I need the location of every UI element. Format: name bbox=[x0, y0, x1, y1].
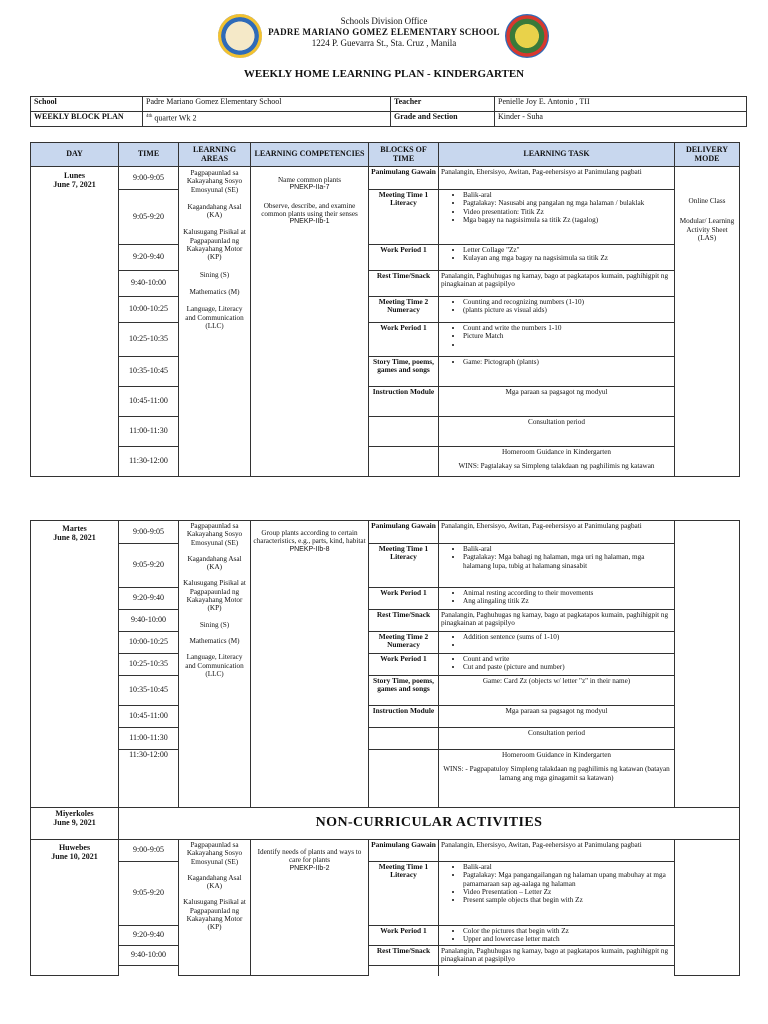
block-rest: Rest Time/Snack bbox=[369, 271, 439, 297]
task-panimulang: Panalangin, Ehersisyo, Awitan, Pag-eehersisyo at Panimulang pagbati bbox=[439, 167, 675, 190]
task-meeting-1: • Balik-aral • Pagtalakay: Mga pangangailangan ng halaman upang mabuhay at mga pamamaraan sap ag-aalaga ng halaman • Video Presentation – Letter Zz • Present sample objects that begin with Zz bbox=[439, 862, 675, 926]
block-plan-label: WEEKLY BLOCK PLAN bbox=[31, 112, 143, 127]
competencies-cell: Name common plants PNEKP-IIa-7 Observe, describe, and examine common plants using their senses PNEKP-IIb-1 bbox=[251, 167, 369, 477]
col-learning-areas: LEARNING AREAS bbox=[179, 143, 251, 167]
block-work-1: Work Period 1 bbox=[369, 588, 439, 610]
task-instruction: Mga paraan sa pagsagot ng modyul bbox=[439, 706, 675, 728]
time-slot: 10:25-10:35 bbox=[119, 654, 179, 676]
block-work-2: Work Period 1 bbox=[369, 654, 439, 676]
time-slot: 9:40-10:00 bbox=[119, 946, 179, 966]
time-slot: 11:00-11:30 bbox=[119, 417, 179, 447]
info-table bbox=[30, 96, 747, 127]
block-meeting-1: Meeting Time 1 Literacy bbox=[369, 190, 439, 245]
task-consultation: Consultation period bbox=[439, 417, 675, 447]
time-slot: 9:20-9:40 bbox=[119, 588, 179, 610]
school-address: 1224 P. Guevarra St., Sta. Cruz , Manila bbox=[311, 38, 457, 48]
task-meeting-2: • Counting and recognizing numbers (1-10) • (plants picture as visual aids) bbox=[439, 297, 675, 323]
learning-areas-cell: Pagpapaunlad sa Kakayahang Sosyo Emosyunal (SE) Kagandahang Asal (KA) Kalusugang Pisikal at Pagpapaunlad ng Kakayahang Motor (KP) bbox=[179, 840, 251, 976]
delivery-mode-cell: Online Class Modular/ Learning Activity Sheet (LAS) bbox=[675, 167, 740, 477]
time-slot: 10:00-10:25 bbox=[119, 297, 179, 323]
time-slot: 10:35-10:45 bbox=[119, 357, 179, 387]
block-instruction: Instruction Module bbox=[369, 387, 439, 417]
time-slot: 11:30-12:00 bbox=[119, 750, 179, 808]
task-work-1: • Color the pictures that begin with Zz • Upper and lowercase letter match bbox=[439, 926, 675, 946]
task-work-2: • Count and write • Cut and paste (picture and number) bbox=[439, 654, 675, 676]
block-story: Story Time, poems, games and songs bbox=[369, 676, 439, 706]
col-time: TIME bbox=[119, 143, 179, 167]
delivery-mode-cell bbox=[675, 840, 740, 976]
col-learning-task: LEARNING TASK bbox=[439, 143, 675, 167]
time-slot: 9:20-9:40 bbox=[119, 926, 179, 946]
plan-table-1 bbox=[30, 142, 740, 477]
teacher-value: Penielle Joy E. Antonio , TII bbox=[495, 97, 747, 112]
task-work-1: • Animal resting according to their movements • Ang alingaling titik Zz bbox=[439, 588, 675, 610]
block-empty bbox=[369, 417, 439, 447]
task-meeting-2: • Addition sentence (sums of 1-10) • bbox=[439, 632, 675, 654]
block-empty bbox=[369, 750, 439, 808]
task-rest: Panalangin, Paghuhugas ng kamay, bago at pagkatapos kumain, paghihigpit ng pinagkainan at pagsipilyo bbox=[439, 946, 675, 966]
day-cell: Miyerkoles June 9, 2021 bbox=[31, 808, 119, 840]
day-cell: Huwebes June 10, 2021 bbox=[31, 840, 119, 976]
school-name: PADRE MARIANO GOMEZ ELEMENTARY SCHOOL bbox=[268, 27, 500, 37]
block-work-1: Work Period 1 bbox=[369, 245, 439, 271]
block-panimulang: Panimulang Gawain bbox=[369, 521, 439, 544]
time-slot: 9:20-9:40 bbox=[119, 245, 179, 271]
col-learning-competencies: LEARNING COMPETENCIES bbox=[251, 143, 369, 167]
grade-value: Kinder - Suha bbox=[495, 112, 747, 127]
block-rest: Rest Time/Snack bbox=[369, 946, 439, 966]
block-instruction: Instruction Module bbox=[369, 706, 439, 728]
task-homeroom: Homeroom Guidance in Kindergarten WINS: - Pagpapatuloy Simpleng talakdaan ng paghilimis ng katawan (batayan lamang ang mga ginagamit sa katawan) bbox=[439, 750, 675, 808]
delivery-mode-cell bbox=[675, 521, 740, 808]
day-cell: Lunes June 7, 2021 bbox=[31, 167, 119, 477]
teacher-label: Teacher bbox=[391, 97, 495, 112]
school-value: Padre Mariano Gomez Elementary School bbox=[143, 97, 391, 112]
time-slot: 9:05-9:20 bbox=[119, 862, 179, 926]
task-homeroom: Homeroom Guidance in Kindergarten WINS: Pagtalakay sa Simpleng talakdaan ng paghilimis ng katawan bbox=[439, 447, 675, 477]
time-slot: 10:00-10:25 bbox=[119, 632, 179, 654]
grade-label: Grade and Section bbox=[391, 112, 495, 127]
block-meeting-1: Meeting Time 1 Literacy bbox=[369, 544, 439, 588]
block-work-2: Work Period 1 bbox=[369, 323, 439, 357]
time-slot: 9:00-9:05 bbox=[119, 167, 179, 190]
block-meeting-1: Meeting Time 1 Literacy bbox=[369, 862, 439, 926]
block-meeting-2: Meeting Time 2 Numeracy bbox=[369, 297, 439, 323]
letterhead bbox=[0, 16, 768, 49]
time-slot: 10:45-11:00 bbox=[119, 387, 179, 417]
time-slot-empty bbox=[119, 966, 179, 976]
task-panimulang: Panalangin, Ehersisyo, Awitan, Pag-eehersisyo at Panimulang pagbati bbox=[439, 521, 675, 544]
task-rest: Panalangin, Paghuhugas ng kamay, bago at pagkatapos kumain, paghihigpit ng pinagkainan at pagsipilyo bbox=[439, 610, 675, 632]
block-empty bbox=[369, 728, 439, 750]
day-cell: Martes June 8, 2021 bbox=[31, 521, 119, 808]
block-empty bbox=[369, 966, 439, 976]
block-story: Story Time, poems, games and songs bbox=[369, 357, 439, 387]
competencies-cell: Group plants according to certain characteristics, e.g., parts, kind, habitat PNEKP-IIb-8 bbox=[251, 521, 369, 808]
task-meeting-1: • Balik-aral • Pagtalakay: Nasusabi ang pangalan ng mga halaman / bulaklak • Video presentation: Titik Zz • Mga bagay na nagsisimula sa titik Zz (tagalog) bbox=[439, 190, 675, 245]
task-rest: Panalangin, Paghuhugas ng kamay, bago at pagkatapos kumain, paghihigpit ng pinagkainan at pagsipilyo bbox=[439, 271, 675, 297]
task-meeting-1: • Balik-aral • Pagtalakay: Mga bahagi ng halaman, mga uri ng halaman, mga halamang lupa, tubig at halamang sinasabit bbox=[439, 544, 675, 588]
page-title: WEEKLY HOME LEARNING PLAN - KINDERGARTEN bbox=[243, 68, 525, 80]
time-slot: 9:00-9:05 bbox=[119, 521, 179, 544]
time-slot: 10:25-10:35 bbox=[119, 323, 179, 357]
block-work-1: Work Period 1 bbox=[369, 926, 439, 946]
time-slot: 10:45-11:00 bbox=[119, 706, 179, 728]
block-empty bbox=[369, 447, 439, 477]
task-story: • Game: Pictograph (plants) bbox=[439, 357, 675, 387]
task-instruction: Mga paraan sa pagsagot ng modyul bbox=[439, 387, 675, 417]
task-work-1: • Letter Collage "Zz" • Kulayan ang mga bagay na nagsisimula sa titik Zz bbox=[439, 245, 675, 271]
time-slot: 9:40-10:00 bbox=[119, 271, 179, 297]
time-slot: 9:05-9:20 bbox=[119, 544, 179, 588]
task-consultation: Consultation period bbox=[439, 728, 675, 750]
block-meeting-2: Meeting Time 2 Numeracy bbox=[369, 632, 439, 654]
learning-areas-cell: Pagpapaunlad sa Kakayahang Sosyo Emosyunal (SE) Kagandahang Asal (KA) Kalusugang Pisikal at Pagpapaunlad ng Kakayahang Motor (KP) Sining (S) Mathematics (M) Language, Literacy and Communication (LLC) bbox=[179, 167, 251, 477]
task-empty bbox=[439, 966, 675, 976]
task-work-2: • Count and write the numbers 1-10 • Picture Match • bbox=[439, 323, 675, 357]
time-slot: 10:35-10:45 bbox=[119, 676, 179, 706]
time-slot: 9:05-9:20 bbox=[119, 190, 179, 245]
non-curricular-banner: NON-CURRICULAR ACTIVITIES bbox=[119, 808, 740, 840]
task-story: Game: Card Zz (objects w/ letter "z" in their name) bbox=[439, 676, 675, 706]
plan-table-2 bbox=[30, 520, 740, 976]
col-blocks-of-time: BLOCKS OF TIME bbox=[369, 143, 439, 167]
office-name: Schools Division Office bbox=[340, 16, 428, 26]
time-slot: 9:40-10:00 bbox=[119, 610, 179, 632]
time-slot: 9:00-9:05 bbox=[119, 840, 179, 862]
block-panimulang: Panimulang Gawain bbox=[369, 167, 439, 190]
time-slot: 11:00-11:30 bbox=[119, 728, 179, 750]
col-delivery-mode: DELIVERY MODE bbox=[675, 143, 740, 167]
block-panimulang: Panimulang Gawain bbox=[369, 840, 439, 862]
col-day: DAY bbox=[31, 143, 119, 167]
competencies-cell: Identify needs of plants and ways to care for plants PNEKP-IIb-2 bbox=[251, 840, 369, 976]
time-slot: 11:30-12:00 bbox=[119, 447, 179, 477]
school-label: School bbox=[31, 97, 143, 112]
task-panimulang: Panalangin, Ehersisyo, Awitan, Pag-eehersisyo at Panimulang pagbati bbox=[439, 840, 675, 862]
block-rest: Rest Time/Snack bbox=[369, 610, 439, 632]
learning-areas-cell: Pagpapaunlad sa Kakayahang Sosyo Emosyunal (SE) Kagandahang Asal (KA) Kalusugang Pisikal at Pagpapaunlad ng Kakayahang Motor (KP) Sining (S) Mathematics (M) Language, Literacy and Communication (LLC) bbox=[179, 521, 251, 808]
block-plan-value: $^{4th}$ quarter Wk 2 bbox=[143, 112, 391, 127]
